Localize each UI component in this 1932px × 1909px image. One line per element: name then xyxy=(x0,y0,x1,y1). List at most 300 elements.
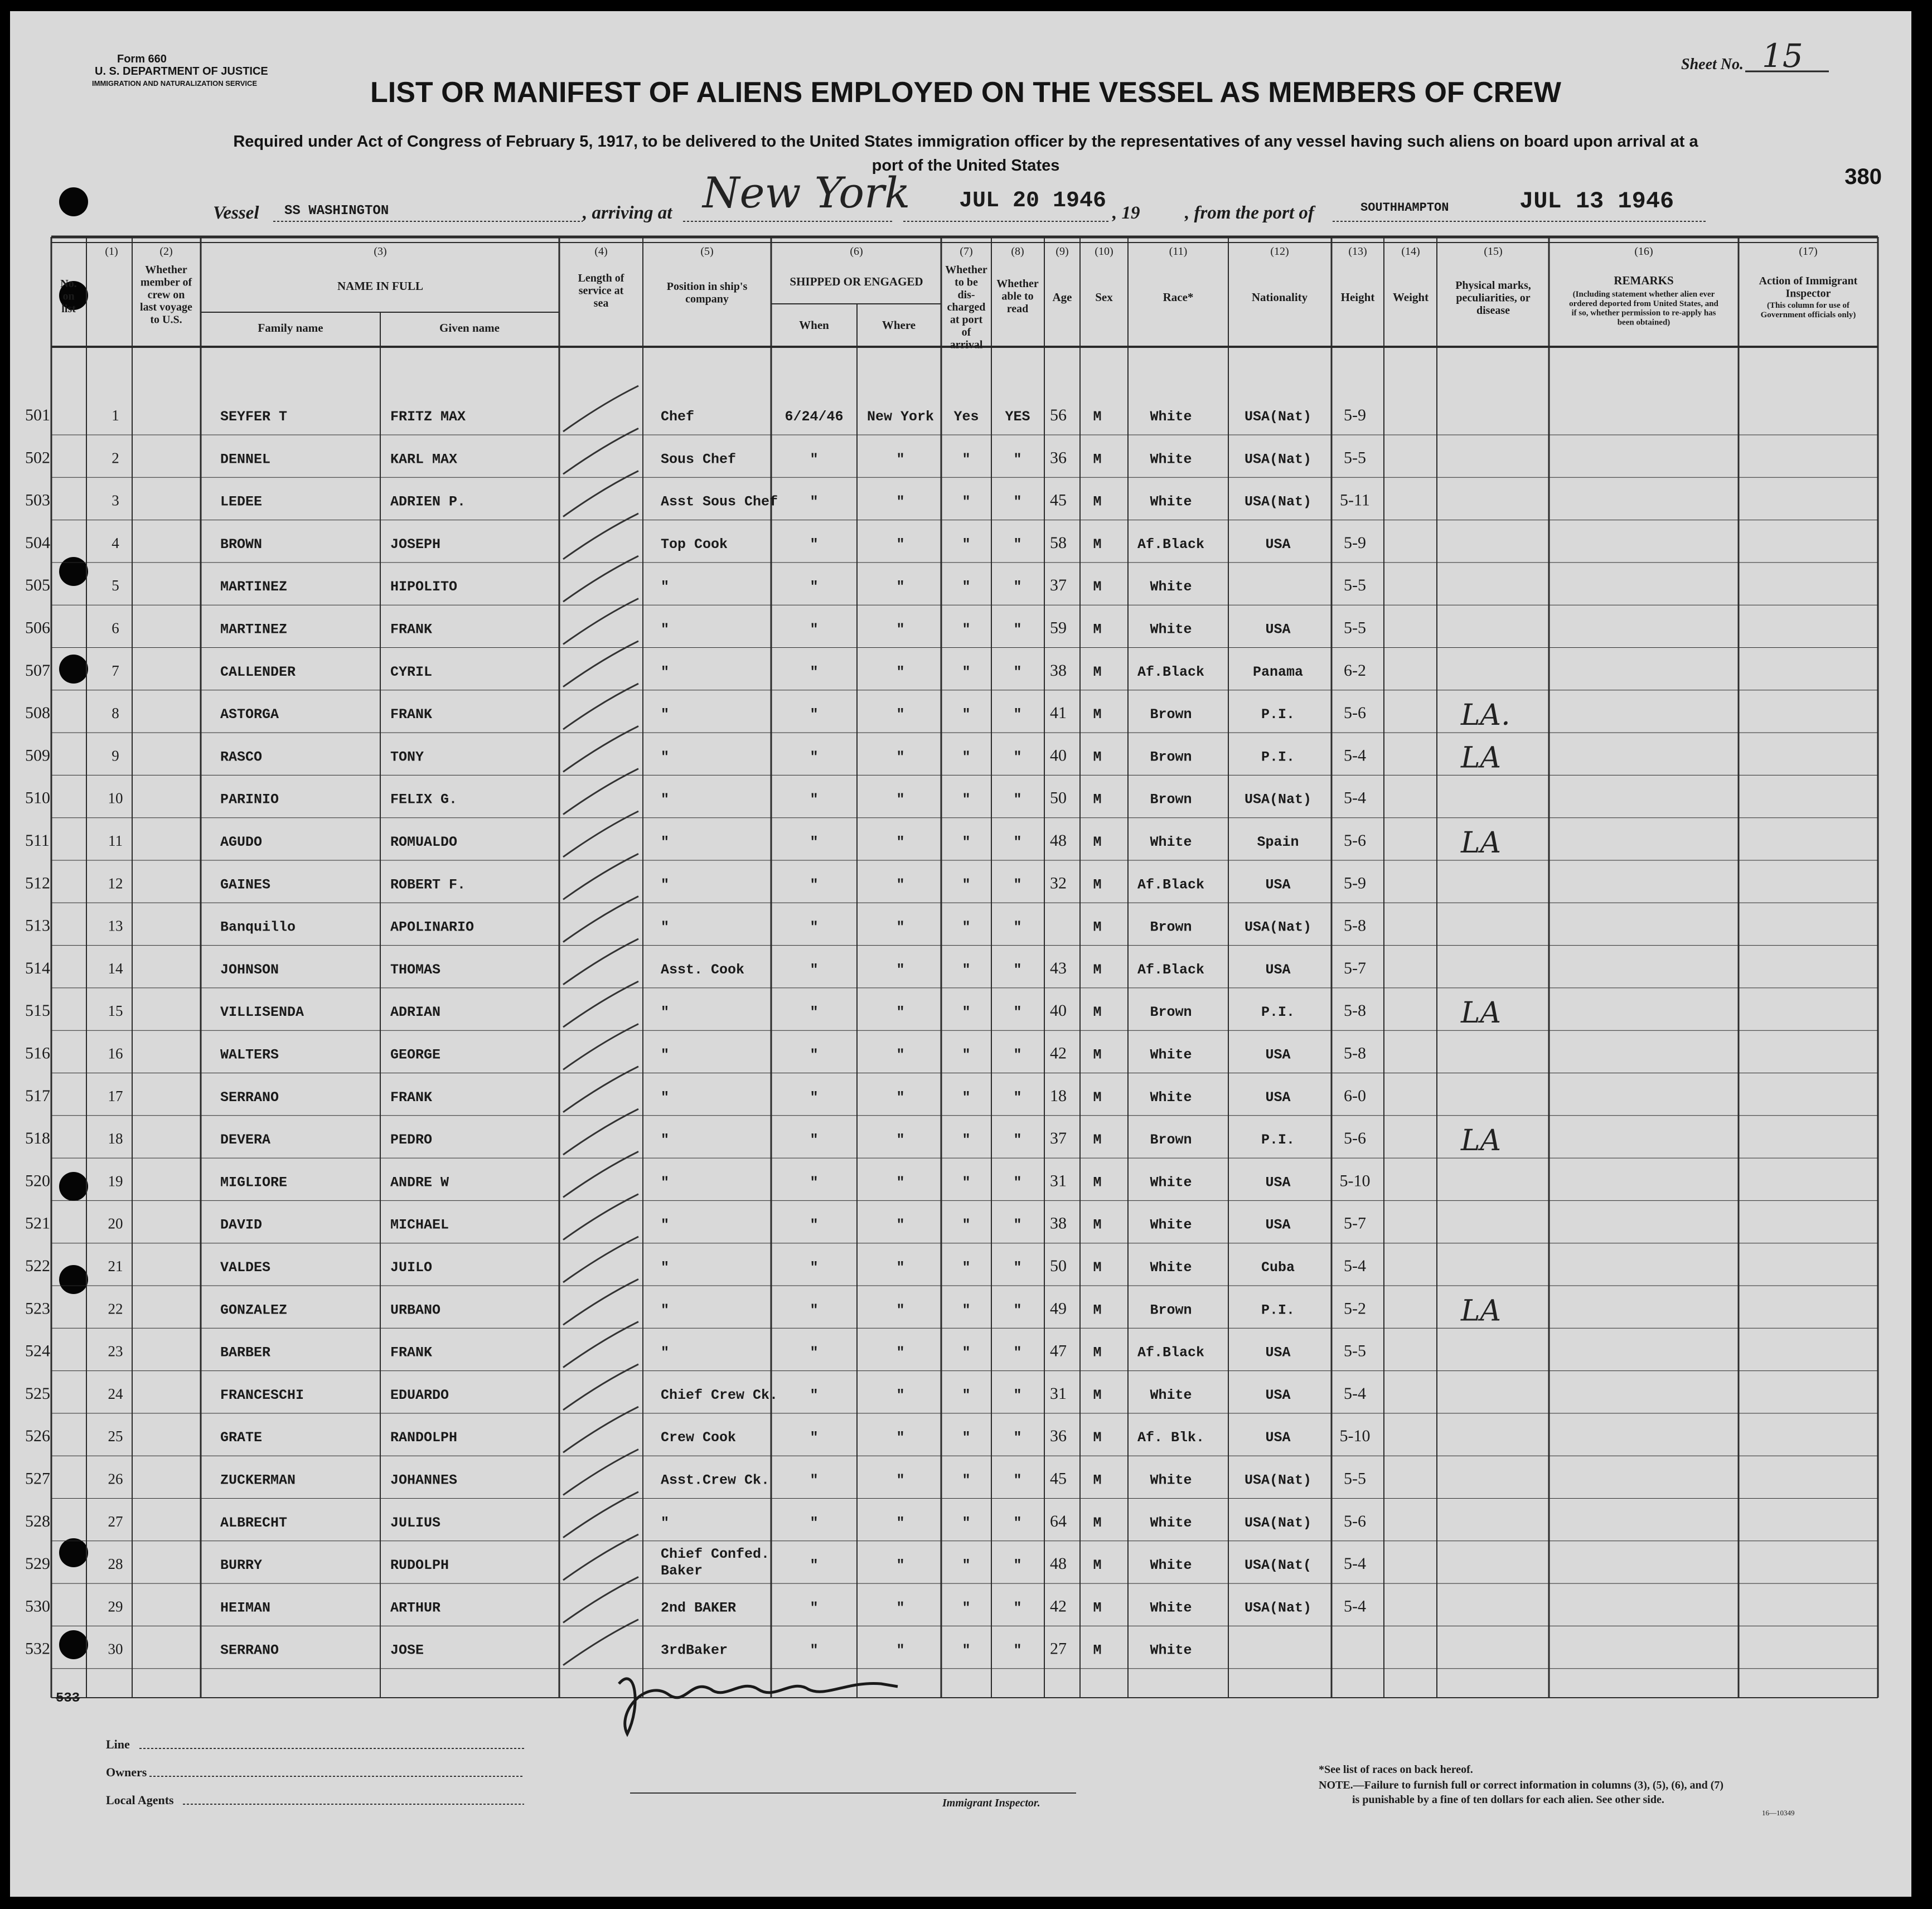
cell-family: MIGLIORE xyxy=(220,1174,288,1191)
cell-height: 5-6 xyxy=(1344,704,1366,723)
cell-where: " xyxy=(896,1514,905,1531)
cell-where: " xyxy=(896,1387,905,1403)
cell-discharged: " xyxy=(962,919,971,936)
page-number: 380 xyxy=(1844,164,1882,189)
cell-sex: M xyxy=(1093,1600,1102,1616)
cell-age: 50 xyxy=(1050,788,1067,807)
cell-given: ROMUALDO xyxy=(390,834,458,850)
cell-read: " xyxy=(1013,791,1022,808)
cell-height: 5-5 xyxy=(1344,1469,1366,1488)
cell-family: ALBRECHT xyxy=(220,1514,288,1531)
cell-race: Brown xyxy=(1150,1004,1192,1021)
cell-no: 3 xyxy=(112,492,119,509)
cell-no: 1 xyxy=(112,407,119,424)
cell-family: MARTINEZ xyxy=(220,621,288,638)
margin-number: 515 xyxy=(25,1001,50,1020)
margin-number: 528 xyxy=(25,1511,50,1530)
cell-family: Banquillo xyxy=(220,919,296,936)
cell-sex: M xyxy=(1093,1174,1102,1191)
col3-given: Given name xyxy=(439,321,500,335)
cell-sex: M xyxy=(1093,919,1102,936)
margin-number: 517 xyxy=(25,1086,50,1105)
cell-sex: M xyxy=(1093,579,1102,595)
cell-position: " xyxy=(661,919,670,936)
cell-race: White xyxy=(1150,1642,1192,1659)
cell-nationality: USA xyxy=(1265,1174,1291,1191)
cell-height: 5-5 xyxy=(1344,1341,1366,1360)
cell-read: " xyxy=(1013,1217,1022,1233)
cell-age: 37 xyxy=(1050,1129,1067,1148)
cell-race: White xyxy=(1150,1089,1192,1106)
cell-no: 16 xyxy=(108,1045,123,1062)
cell-family: JOHNSON xyxy=(220,961,279,978)
cell-height: 6-2 xyxy=(1344,661,1366,680)
form-subtitle-2: port of the United States xyxy=(871,157,1060,175)
punch-hole xyxy=(59,655,88,684)
cell-when: " xyxy=(810,1514,819,1531)
cell-race: White xyxy=(1150,1046,1192,1063)
cell-no: 20 xyxy=(108,1215,123,1232)
cell-position: Chief Crew Ck. xyxy=(661,1387,778,1403)
cell-discharged: " xyxy=(962,876,971,893)
cell-height: 5-10 xyxy=(1339,1427,1371,1446)
col13-heading: Height xyxy=(1340,290,1375,304)
punch-hole xyxy=(59,1538,88,1567)
cell-race: Brown xyxy=(1150,1302,1192,1319)
cell-no: 13 xyxy=(108,917,123,934)
cell-when: " xyxy=(810,1089,819,1106)
margin-number: 520 xyxy=(25,1171,50,1190)
cell-age: 56 xyxy=(1050,406,1067,424)
cell-race: White xyxy=(1150,1472,1192,1489)
margin-number: 510 xyxy=(25,788,50,807)
cell-no: 11 xyxy=(108,832,123,849)
cell-age: 40 xyxy=(1050,1001,1067,1020)
cell-age: 48 xyxy=(1050,831,1067,850)
cell-no: 2 xyxy=(112,449,119,467)
cell-nationality: USA xyxy=(1265,1344,1291,1361)
cell-sex: M xyxy=(1093,1132,1102,1149)
cell-no: 4 xyxy=(112,534,119,551)
cell-race: White xyxy=(1150,621,1192,638)
cell-nationality: USA xyxy=(1265,1387,1291,1403)
cell-discharged: " xyxy=(962,791,971,808)
col12-heading: Nationality xyxy=(1251,290,1308,304)
cell-no: 12 xyxy=(108,875,123,892)
service: IMMIGRATION AND NATURALIZATION SERVICE xyxy=(92,79,258,88)
cell-position: " xyxy=(661,1259,670,1276)
cell-read: " xyxy=(1013,1302,1022,1319)
departure-date-stamp: JUL 13 1946 xyxy=(1519,188,1674,215)
cell-where: " xyxy=(896,1472,905,1489)
cell-where: " xyxy=(896,493,905,510)
cell-read: " xyxy=(1013,1089,1022,1106)
cell-given: HIPOLITO xyxy=(390,579,458,595)
cell-family: DAVID xyxy=(220,1217,263,1233)
cell-age: 32 xyxy=(1050,874,1067,893)
cell-given: PEDRO xyxy=(390,1132,433,1149)
cell-when: " xyxy=(810,876,819,893)
margin-number: 504 xyxy=(25,533,50,552)
cell-race: Af.Black xyxy=(1137,961,1205,978)
cell-age: 42 xyxy=(1050,1597,1067,1616)
cell-discharged: " xyxy=(962,493,971,510)
cell-when: " xyxy=(810,1344,819,1361)
cell-nationality: USA(Nat) xyxy=(1244,1600,1312,1616)
cell-discharged: " xyxy=(962,1259,971,1276)
cell-remarks: LA xyxy=(1461,996,1502,1030)
cell-read: " xyxy=(1013,961,1022,978)
cell-age: 31 xyxy=(1050,1171,1067,1190)
cell-nationality: P.I. xyxy=(1261,1302,1295,1319)
cell-nationality: USA(Nat) xyxy=(1244,919,1312,936)
cell-height: 5-4 xyxy=(1344,1597,1366,1616)
cell-read: " xyxy=(1013,1557,1022,1574)
cell-race: White xyxy=(1150,451,1192,468)
cell-family: HEIMAN xyxy=(220,1600,271,1616)
cell-age: 38 xyxy=(1050,1214,1067,1233)
cell-race: White xyxy=(1150,1514,1192,1531)
cell-family: BURRY xyxy=(220,1557,263,1574)
cell-read: " xyxy=(1013,876,1022,893)
col15-num: (15) xyxy=(1484,245,1503,258)
margin-number: 526 xyxy=(25,1427,50,1446)
cell-where: " xyxy=(896,536,905,553)
cell-where: " xyxy=(896,451,905,468)
cell-no: 17 xyxy=(108,1087,123,1104)
col5-heading: Position in ship's company xyxy=(666,280,748,306)
cell-when: " xyxy=(810,1642,819,1659)
col14-heading: Weight xyxy=(1392,290,1429,304)
cell-height: 5-10 xyxy=(1339,1171,1371,1190)
cell-discharged: " xyxy=(962,1174,971,1191)
cell-when: " xyxy=(810,1387,819,1403)
list-end-number: 533 xyxy=(56,1691,80,1706)
cell-discharged: Yes xyxy=(953,409,979,425)
cell-where: " xyxy=(896,1132,905,1149)
cell-read: " xyxy=(1013,834,1022,850)
cell-family: BROWN xyxy=(220,536,263,553)
cell-no: 28 xyxy=(108,1556,123,1573)
inspector-label: Immigrant Inspector. xyxy=(942,1797,1040,1809)
cell-family: MARTINEZ xyxy=(220,579,288,595)
cell-position: " xyxy=(661,1302,670,1319)
cell-where: " xyxy=(896,621,905,638)
margin-number: 532 xyxy=(25,1639,50,1658)
cell-read: " xyxy=(1013,663,1022,680)
cell-family: ASTORGA xyxy=(220,706,279,723)
cell-age: 45 xyxy=(1050,491,1067,510)
cell-where: " xyxy=(896,1344,905,1361)
cell-nationality: USA(Nat) xyxy=(1244,493,1312,510)
cell-where: " xyxy=(896,876,905,893)
col8-num: (8) xyxy=(1011,245,1024,258)
cell-discharged: " xyxy=(962,536,971,553)
cell-nationality: USA xyxy=(1265,1046,1291,1063)
cell-age: 36 xyxy=(1050,1427,1067,1446)
col17-note: (This column for use of Government officials only) xyxy=(1760,301,1856,319)
cell-sex: M xyxy=(1093,834,1102,850)
margin-number: 506 xyxy=(25,618,50,637)
owners-label: Owners xyxy=(106,1765,147,1779)
cell-discharged: " xyxy=(962,1642,971,1659)
cell-read: " xyxy=(1013,1259,1022,1276)
cell-position: " xyxy=(661,1217,670,1233)
cell-where: " xyxy=(896,1089,905,1106)
col16-heading: REMARKS xyxy=(1614,274,1674,287)
cell-race: White xyxy=(1150,579,1192,595)
cell-no: 25 xyxy=(108,1428,123,1445)
cell-discharged: " xyxy=(962,1472,971,1489)
cell-discharged: " xyxy=(962,1302,971,1319)
cell-where: " xyxy=(896,663,905,680)
cell-family: RASCO xyxy=(220,749,263,765)
cell-where: " xyxy=(896,749,905,765)
cell-when: " xyxy=(810,621,819,638)
cell-sex: M xyxy=(1093,493,1102,510)
cell-family: AGUDO xyxy=(220,834,263,850)
cell-family: DENNEL xyxy=(220,451,271,468)
cell-when: " xyxy=(810,663,819,680)
cell-nationality: USA xyxy=(1265,1089,1291,1106)
cell-sex: M xyxy=(1093,961,1102,978)
cell-where: " xyxy=(896,1259,905,1276)
cell-no: 18 xyxy=(108,1130,123,1147)
col2-num: (2) xyxy=(159,245,173,258)
cell-discharged: " xyxy=(962,706,971,723)
cell-age: 27 xyxy=(1050,1639,1067,1658)
cell-sex: M xyxy=(1093,1259,1102,1276)
cell-given: JOSEPH xyxy=(390,536,441,553)
cell-discharged: " xyxy=(962,663,971,680)
punch-hole xyxy=(59,1630,88,1659)
cell-when: " xyxy=(810,536,819,553)
cell-discharged: " xyxy=(962,1132,971,1149)
cell-family: ZUCKERMAN xyxy=(220,1472,296,1489)
vessel-label: Vessel xyxy=(213,203,259,223)
cell-position: Asst Sous Chef xyxy=(661,493,778,510)
cell-age: 31 xyxy=(1050,1384,1067,1403)
form-number: Form 660 xyxy=(117,53,167,65)
cell-given: FRITZ MAX xyxy=(390,409,466,425)
year-label: , 19 xyxy=(1112,203,1140,223)
cell-read: " xyxy=(1013,1132,1022,1149)
col3-family: Family name xyxy=(258,321,323,335)
cell-when: " xyxy=(810,834,819,850)
cell-remarks: LA. xyxy=(1461,699,1510,733)
cell-given: FRANK xyxy=(390,621,433,638)
cell-given: RUDOLPH xyxy=(390,1557,449,1574)
punch-hole xyxy=(59,1172,88,1201)
cell-race: Af.Black xyxy=(1137,1344,1205,1361)
cell-position: " xyxy=(661,1132,670,1149)
cell-given: MICHAEL xyxy=(390,1217,449,1233)
cell-family: GAINES xyxy=(220,876,271,893)
cell-race: White xyxy=(1150,1600,1192,1616)
cell-position: Chef xyxy=(661,409,695,425)
cell-height: 5-4 xyxy=(1344,746,1366,765)
cell-position: " xyxy=(661,1046,670,1063)
cell-age: 41 xyxy=(1050,704,1067,723)
col10-heading: Sex xyxy=(1095,290,1113,304)
cell-race: White xyxy=(1150,1557,1192,1574)
vessel-name: SS WASHINGTON xyxy=(284,204,389,219)
cell-when: " xyxy=(810,706,819,723)
cell-height: 5-4 xyxy=(1344,788,1366,807)
cell-race: White xyxy=(1150,1259,1192,1276)
cell-nationality: USA xyxy=(1265,1217,1291,1233)
cell-given: ADRIAN xyxy=(390,1004,441,1021)
cell-given: THOMAS xyxy=(390,961,441,978)
cell-no: 7 xyxy=(112,662,119,679)
margin-number: 523 xyxy=(25,1299,50,1318)
cell-position: " xyxy=(661,1174,670,1191)
cell-where: " xyxy=(896,791,905,808)
cell-position: " xyxy=(661,663,670,680)
cell-given: JULIUS xyxy=(390,1514,441,1531)
cell-position: 2nd BAKER xyxy=(661,1600,737,1616)
cell-when: " xyxy=(810,1472,819,1489)
cell-sex: M xyxy=(1093,451,1102,468)
margin-number: 508 xyxy=(25,704,50,723)
cell-read: " xyxy=(1013,1430,1022,1446)
cell-when: " xyxy=(810,1430,819,1446)
cell-race: Af.Black xyxy=(1137,876,1205,893)
col17-num: (17) xyxy=(1799,245,1818,258)
col7-num: (7) xyxy=(960,245,973,258)
cell-when: " xyxy=(810,1217,819,1233)
cell-sex: M xyxy=(1093,1557,1102,1574)
cell-race: Af.Black xyxy=(1137,663,1205,680)
cell-height: 5-11 xyxy=(1340,491,1370,510)
cell-discharged: " xyxy=(962,579,971,595)
cell-remarks: LA xyxy=(1461,1124,1502,1158)
races-note: *See list of races on back hereof. xyxy=(1319,1763,1473,1776)
cell-given: FRANK xyxy=(390,1089,433,1106)
cell-when: " xyxy=(810,1557,819,1574)
cell-sex: M xyxy=(1093,791,1102,808)
form-title: LIST OR MANIFEST OF ALIENS EMPLOYED ON THE VESSEL AS MEMBERS OF CREW xyxy=(370,76,1561,109)
cell-given: JOSE xyxy=(390,1642,424,1659)
cell-when: " xyxy=(810,961,819,978)
cell-read: " xyxy=(1013,1472,1022,1489)
cell-read: " xyxy=(1013,1642,1022,1659)
cell-race: Brown xyxy=(1150,919,1192,936)
cell-where: " xyxy=(896,834,905,850)
col9-num: (9) xyxy=(1055,245,1069,258)
cell-race: White xyxy=(1150,834,1192,850)
cell-remarks: LA xyxy=(1461,826,1502,860)
cell-sex: M xyxy=(1093,1514,1102,1531)
col6-heading: SHIPPED OR ENGAGED xyxy=(790,275,923,288)
cell-no: 21 xyxy=(108,1258,123,1275)
margin-number: 502 xyxy=(25,448,50,467)
cell-when: " xyxy=(810,749,819,765)
col16-note: (Including statement whether alien ever ordered deported from United States, and if so, whether permission to re-apply has been obtained) xyxy=(1569,290,1718,327)
cell-position: " xyxy=(661,834,670,850)
cell-nationality: USA(Nat( xyxy=(1244,1557,1312,1574)
cell-race: Brown xyxy=(1150,749,1192,765)
cell-height: 5-6 xyxy=(1344,1129,1366,1148)
cell-where: " xyxy=(896,961,905,978)
cell-discharged: " xyxy=(962,749,971,765)
form-subtitle: Required under Act of Congress of February 5, 1917, to be delivered to the United States immigration officer by the representatives of any vessel having such aliens on board upon arrival at a xyxy=(233,133,1698,151)
cell-read: " xyxy=(1013,621,1022,638)
cell-age: 58 xyxy=(1050,533,1067,552)
cell-race: Af. Blk. xyxy=(1137,1430,1205,1446)
cell-age: 48 xyxy=(1050,1554,1067,1573)
cell-race: White xyxy=(1150,409,1192,425)
cell-position: " xyxy=(661,1514,670,1531)
cell-nationality: USA(Nat) xyxy=(1244,1472,1312,1489)
cell-sex: M xyxy=(1093,536,1102,553)
cell-age: 36 xyxy=(1050,448,1067,467)
cell-when: " xyxy=(810,1600,819,1616)
cell-given: ANDRE W xyxy=(390,1174,449,1191)
col11-num: (11) xyxy=(1169,245,1188,258)
cell-height: 5-4 xyxy=(1344,1554,1366,1573)
cell-height: 5-4 xyxy=(1344,1384,1366,1403)
cell-height: 5-4 xyxy=(1344,1257,1366,1275)
col17-heading: Action of Immigrant Inspector xyxy=(1759,275,1858,300)
cell-discharged: " xyxy=(962,961,971,978)
cell-no: 15 xyxy=(108,1002,123,1020)
cell-read: " xyxy=(1013,706,1022,723)
cell-no: 24 xyxy=(108,1385,123,1402)
col12-num: (12) xyxy=(1270,245,1289,258)
margin-number: 516 xyxy=(25,1044,50,1063)
cell-read: " xyxy=(1013,579,1022,595)
arriving-port: New York xyxy=(703,168,911,217)
punch-hole xyxy=(59,557,88,586)
cell-position: Asst.Crew Ck. xyxy=(661,1472,770,1489)
cell-read: " xyxy=(1013,1004,1022,1021)
cell-read: " xyxy=(1013,1046,1022,1063)
col4-heading: Length of service at sea xyxy=(578,272,624,309)
cell-when: 6/24/46 xyxy=(785,409,844,425)
cell-position: " xyxy=(661,876,670,893)
cell-discharged: " xyxy=(962,1430,971,1446)
col4-num: (4) xyxy=(594,245,608,258)
cell-no: 30 xyxy=(108,1640,123,1658)
arriving-label: , arriving at xyxy=(583,203,672,223)
cell-race: White xyxy=(1150,1174,1192,1191)
cell-position: " xyxy=(661,791,670,808)
cell-remarks: LA xyxy=(1461,741,1502,775)
cell-age: 50 xyxy=(1050,1257,1067,1275)
cell-discharged: " xyxy=(962,1004,971,1021)
sheet-number: 15 xyxy=(1762,37,1803,75)
cell-sex: M xyxy=(1093,876,1102,893)
cell-family: VALDES xyxy=(220,1259,271,1276)
cell-where: " xyxy=(896,1600,905,1616)
col8-heading: Whether able to read xyxy=(996,278,1039,315)
cell-no: 14 xyxy=(108,960,123,977)
cell-no: 22 xyxy=(108,1300,123,1317)
cell-age: 40 xyxy=(1050,746,1067,765)
col13-num: (13) xyxy=(1348,245,1367,258)
cell-age: 18 xyxy=(1050,1086,1067,1105)
margin-number: 509 xyxy=(25,746,50,765)
cell-given: FRANK xyxy=(390,706,433,723)
margin-number: 511 xyxy=(25,831,50,850)
cell-position: Chief Confed. Baker xyxy=(661,1546,770,1579)
cell-position: " xyxy=(661,1004,670,1021)
cell-height: 5-9 xyxy=(1344,406,1366,424)
cell-read: " xyxy=(1013,919,1022,936)
cell-where: " xyxy=(896,1217,905,1233)
cell-given: ADRIEN P. xyxy=(390,493,466,510)
